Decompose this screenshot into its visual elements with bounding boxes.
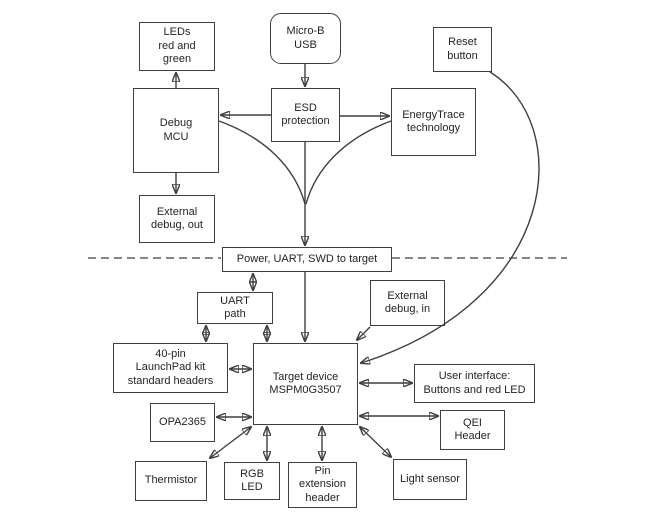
- box-qei-header: QEI Header: [440, 410, 505, 450]
- arrow-external-debug-in-to-target: [357, 327, 370, 340]
- box-opa2365: OPA2365: [150, 403, 215, 442]
- box-reset-button: Reset button: [433, 27, 492, 72]
- arrow-target-light-sensor: [360, 427, 391, 457]
- box-target-device-mspm0g3507: Target device MSPM0G3507: [253, 343, 358, 425]
- box-leds-red-green: LEDs red and green: [139, 22, 215, 71]
- box-thermistor: Thermistor: [135, 461, 207, 501]
- box-uart-path: UART path: [197, 292, 273, 324]
- box-power-uart-swd-to-target: Power, UART, SWD to target: [222, 247, 392, 272]
- box-light-sensor: Light sensor: [393, 459, 467, 500]
- box-pin-extension-header: Pin extension header: [288, 462, 357, 508]
- box-user-interface: User interface: Buttons and red LED: [414, 364, 535, 403]
- box-rgb-led: RGB LED: [224, 462, 280, 500]
- box-energytrace-technology: EnergyTrace technology: [391, 88, 476, 156]
- box-external-debug-in: External debug, in: [370, 280, 445, 326]
- box-launchpad-standard-headers: 40-pin LaunchPad kit standard headers: [113, 343, 228, 393]
- box-debug-mcu: Debug MCU: [133, 88, 219, 173]
- box-micro-b-usb: Micro-B USB: [270, 13, 341, 64]
- box-esd-protection: ESD protection: [271, 88, 340, 142]
- box-external-debug-out: External debug, out: [139, 195, 215, 243]
- arrow-target-thermistor: [210, 427, 251, 458]
